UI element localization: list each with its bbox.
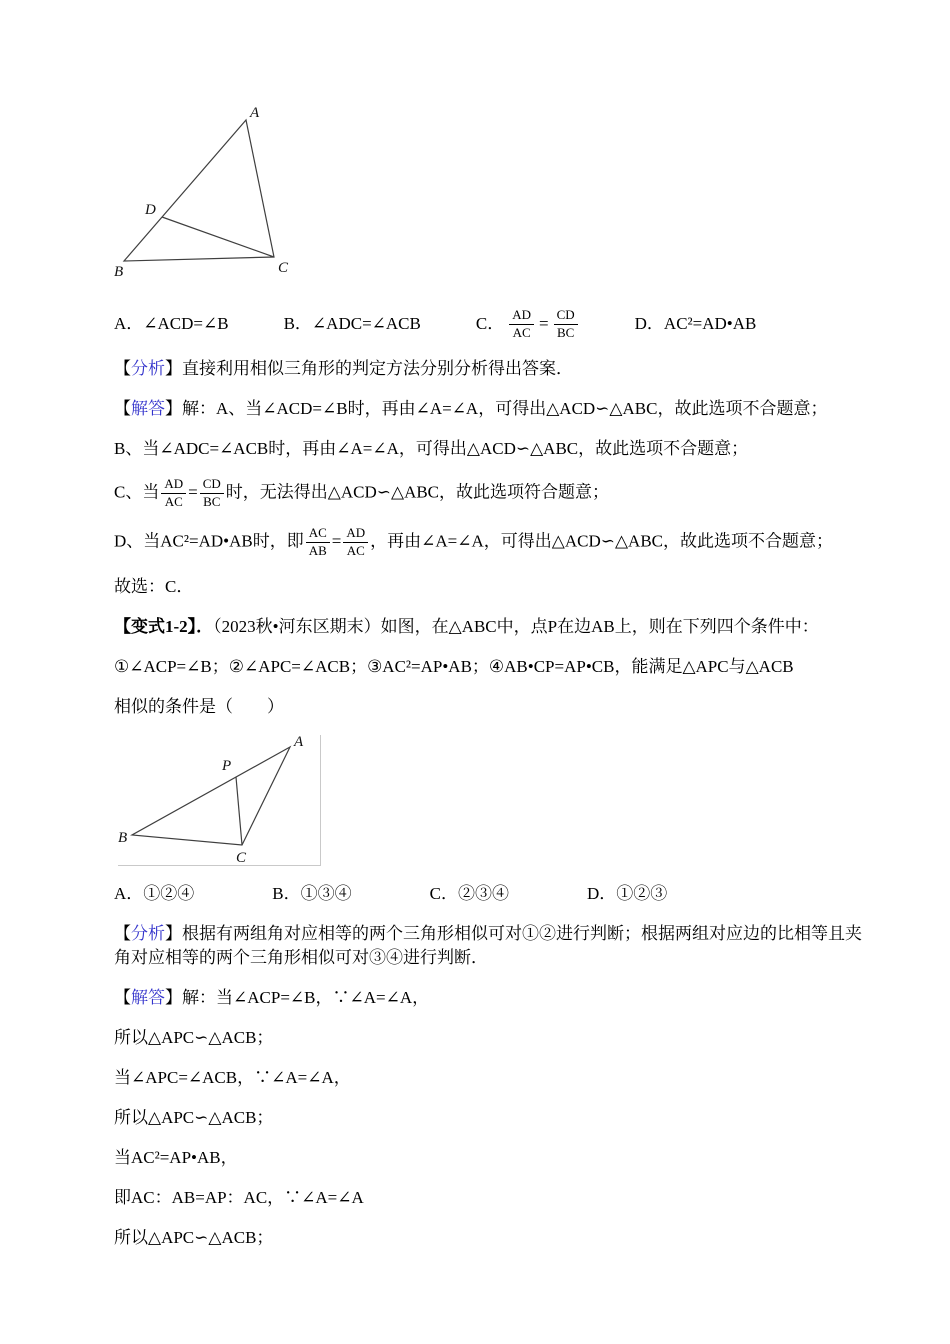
- q2-option-b: B．①③④: [272, 883, 352, 903]
- q2-answer-line7: 所以△APC∽△ACB；: [114, 1227, 274, 1247]
- q1-conclusion: 故选：C．: [114, 576, 194, 596]
- q1-option-d: D．AC²=AD•AB: [634, 314, 757, 334]
- q1-analysis-text: 直接利用相似三角形的判定方法分别分析得出答案．: [182, 358, 573, 378]
- analysis-label: 分析: [131, 358, 165, 378]
- fig1-label-b: B: [114, 264, 124, 280]
- fraction-cd-bc: $\frac{CD}{BC}$: [200, 477, 224, 510]
- q1-answer-text-a: 解：A、当∠ACD=∠B时，再由∠A=∠A，可得出△ACD∽△ABC，故此选项不合题意；: [182, 398, 828, 418]
- fig1-triangle-edges: [124, 120, 274, 261]
- fig1-cevian-dc: [162, 217, 274, 257]
- fig1-label-a: A: [250, 105, 260, 121]
- bracket-open: 【: [114, 358, 131, 378]
- fig2-svg: [118, 735, 318, 865]
- q1-answer-line-c: [114, 477, 864, 510]
- q2-answer-line4: 所以△APC∽△ACB；: [114, 1107, 274, 1127]
- q2-heading-rest: （2023秋•河东区期末）如图，在△ABC中，点P在边AB上，则在下列四个条件中：: [213, 616, 819, 636]
- fig2-cevian-pc: [236, 777, 242, 845]
- fig1-svg: [114, 104, 314, 282]
- fig2-label-p: P: [222, 757, 232, 774]
- equals-sign: =: [188, 482, 198, 502]
- q2-analysis-text: 根据有两组角对应相等的两个三角形相似可对①②进行判断；根据两组对应边的比相等且夹角对应相等的两个三角形相似可对③④进行判断．: [114, 923, 862, 967]
- q1-analysis-line: [114, 357, 864, 381]
- q2-answer-line5: 当AC²=AP•AB，: [114, 1147, 238, 1167]
- answer-label: 解答: [131, 987, 165, 1007]
- fig1-label-d: D: [145, 202, 156, 218]
- q1-line-d-prefix: D、当AC²=AD•AB时，即: [114, 531, 304, 551]
- q2-answer-line1: [114, 986, 864, 1010]
- q2-option-a: A．①②④: [114, 883, 195, 903]
- fig2-label-c: C: [236, 849, 247, 865]
- analysis-label: 分析: [131, 923, 165, 943]
- q2-answer-text1: 解：当∠ACP=∠B，∵∠A=∠A，: [182, 987, 430, 1007]
- q1-option-c-prefix: C．: [475, 314, 505, 334]
- fig1-label-c: C: [278, 260, 289, 276]
- fraction-cd-bc: $\frac{CD}{BC}$: [554, 308, 578, 341]
- fraction-ad-ac: $\frac{AD}{AC}$: [509, 308, 534, 341]
- equals-sign: =: [538, 314, 549, 334]
- q2-variant-tag: 【变式1-2】．: [114, 616, 214, 636]
- bracket-open: 【: [114, 923, 131, 943]
- q2-answer-line6: 即AC：AB=AP：AC，∵∠A=∠A: [114, 1187, 364, 1207]
- equals-sign: =: [331, 531, 342, 551]
- q1-option-b: B．∠ADC=∠ACB: [283, 314, 421, 334]
- fraction-ad-ac: $\frac{AD}{AC}$: [343, 526, 368, 559]
- q1-answer-line-b: B、当∠ADC=∠ACB时，再由∠A=∠A，可得出△ACD∽△ABC，故此选项不合题意；: [114, 438, 749, 458]
- bracket-open: 【: [114, 398, 131, 418]
- q2-analysis-line: [114, 922, 864, 970]
- q2-heading: [114, 615, 864, 639]
- q1-options-row: [114, 308, 864, 341]
- q2-conditions-line2: 相似的条件是（ ）: [114, 696, 284, 716]
- bracket-close: 】: [165, 923, 182, 943]
- fraction-ac-ab: $\frac{AC}{AB}$: [306, 526, 330, 559]
- answer-label: 解答: [131, 398, 165, 418]
- q2-options-row: [114, 882, 864, 906]
- q2-option-d: D．①②③: [586, 883, 668, 903]
- bracket-close: 】: [165, 398, 182, 418]
- q1-line-c-prefix: C、当: [114, 482, 160, 502]
- q1-answer-line-d: [114, 526, 864, 559]
- q1-line-c-suffix: 时，无法得出△ACD∽△ABC，故此选项符合题意；: [225, 482, 610, 502]
- fig2-label-a: A: [294, 734, 304, 750]
- figure-triangle-abcd: [114, 104, 864, 282]
- q2-option-c: C．②③④: [429, 883, 509, 903]
- q1-line-d-suffix: ，再由∠A=∠A，可得出△ACD∽△ABC，故此选项不合题意；: [370, 531, 834, 551]
- q2-conditions-line1: ①∠ACP=∠B；②∠APC=∠ACB；③AC²=AP•AB；④AB•CP=AP•CB，能满足△APC与△ACB: [114, 656, 794, 676]
- q2-answer-line2: 所以△APC∽△ACB；: [114, 1027, 274, 1047]
- fraction-ad-ac: $\frac{AD}{AC}$: [161, 477, 186, 510]
- figure-triangle-apcb: [118, 735, 321, 866]
- fig2-label-b: B: [118, 829, 128, 846]
- bracket-open: 【: [114, 987, 131, 1007]
- q1-answer-line-a: [114, 397, 864, 421]
- bracket-close: 】: [165, 987, 182, 1007]
- bracket-close: 】: [165, 358, 182, 378]
- q1-option-c: [476, 308, 580, 341]
- fig2-triangle-edges: [132, 747, 290, 845]
- q2-answer-line3: 当∠APC=∠ACB，∵∠A=∠A，: [114, 1067, 351, 1087]
- q1-option-a: A．∠ACD=∠B: [114, 314, 229, 334]
